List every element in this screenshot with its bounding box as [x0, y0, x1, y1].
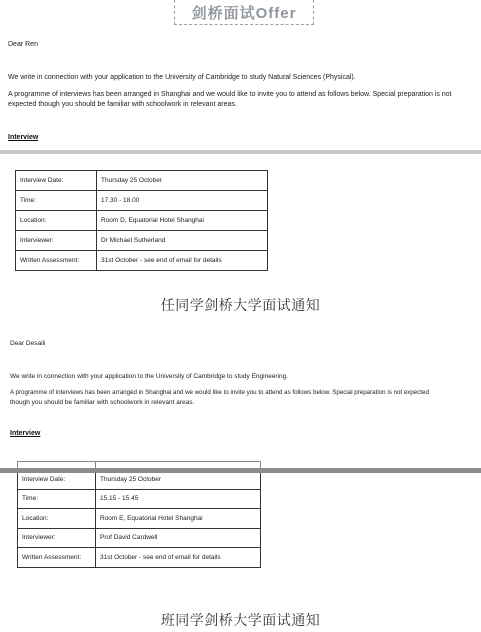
paragraph-line: expected though you should be familiar with schoolwork in relevant areas.	[8, 101, 237, 108]
paragraph: We write in connection with your application to the University of Cambridge to study Engineering.	[10, 373, 289, 380]
divider	[0, 468, 481, 473]
row-value: Room D, Equatorial Hotel Shanghai	[97, 211, 268, 231]
row-label: Time:	[16, 191, 97, 211]
table-row	[16, 231, 268, 251]
paragraph: We write in connection with your application to the University of Cambridge to study Natural Sciences (Physical).	[8, 74, 356, 81]
interview-heading: Interview	[10, 430, 41, 437]
row-value: Dr Michael Sutherland	[97, 231, 268, 251]
table-row	[18, 509, 261, 529]
caption: 任同学剑桥大学面试通知	[160, 297, 321, 313]
row-value: 31st October - see end of email for details	[97, 251, 268, 271]
row-value: 31st October - see end of email for details	[96, 548, 261, 568]
paragraph-line: A programme of interviews has been arranged in Shanghai and we would like to invite you to attend as follows below. Special preparation is not expected	[10, 389, 429, 396]
paragraph-line: though you should be familiar with schoolwork in relevant areas.	[10, 399, 195, 406]
row-value: Prof David Cardwell	[96, 528, 261, 548]
caption: 班同学剑桥大学面试通知	[160, 612, 321, 628]
row-label: Interview Date:	[16, 171, 97, 191]
table-row	[16, 171, 268, 191]
row-value: 15.15 - 15.45	[96, 489, 261, 509]
row-value: Room E, Equatorial Hotel Shanghai	[96, 509, 261, 529]
row-label: Interviewer:	[16, 231, 97, 251]
salutation: Dear Ren	[8, 41, 38, 48]
row-value: Thursday 25 October	[97, 171, 268, 191]
row-label: Written Assessment:	[18, 548, 96, 568]
row-value: 17.30 - 18.00	[97, 191, 268, 211]
salutation: Dear Desaili	[10, 340, 46, 347]
table-row	[16, 211, 268, 231]
row-label: Location:	[16, 211, 97, 231]
row-label: Time:	[18, 489, 96, 509]
row-label: Location:	[18, 509, 96, 529]
offer-banner: 剑桥面试Offer	[174, 0, 314, 25]
table-row	[18, 489, 261, 509]
row-label: Interview Date:	[18, 470, 96, 490]
row-value: Thursday 25 October	[96, 470, 261, 490]
table-row	[16, 251, 268, 271]
table-row	[18, 528, 261, 548]
row-label: Written Assessment:	[16, 251, 97, 271]
interview-heading: Interview	[8, 134, 39, 141]
interview-table	[15, 170, 268, 271]
row-label: Interviewer:	[18, 528, 96, 548]
interview-table	[17, 461, 261, 568]
divider	[0, 150, 481, 154]
table-row	[16, 191, 268, 211]
table-row	[18, 548, 261, 568]
paragraph-line: A programme of interviews has been arranged in Shanghai and we would like to invite you to attend as follows below. Special preparation is not	[8, 91, 452, 98]
